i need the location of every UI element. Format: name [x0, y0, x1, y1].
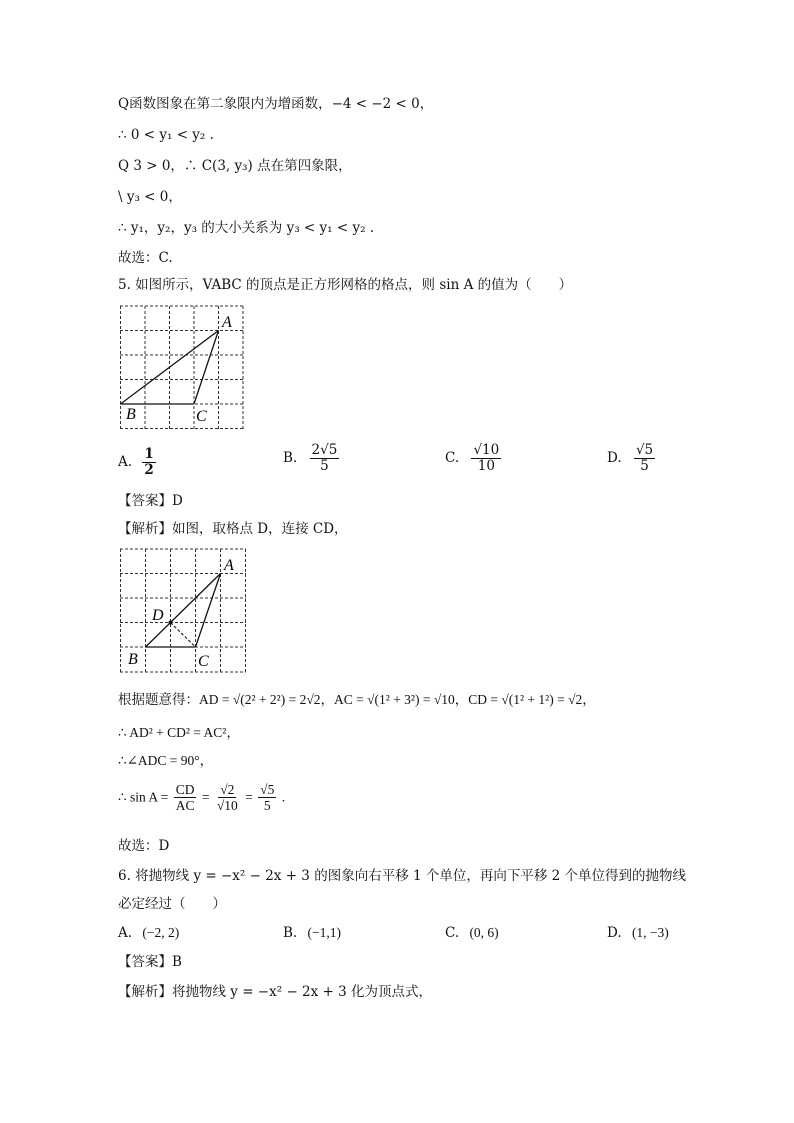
q5-option-b[interactable] [283, 443, 341, 474]
option-d-value: (1, −3) [631, 925, 669, 940]
option-d-numerator: √5 [635, 442, 654, 458]
option-b-value: (−1,1) [307, 925, 341, 940]
q5-figure-grid [120, 305, 250, 431]
q5-step-right-angle: ∴∠ADC = 90°， [118, 753, 214, 768]
option-a-label: A. [118, 925, 133, 941]
option-a-numerator: 1 [144, 446, 154, 462]
q5-option-d[interactable] [607, 443, 657, 474]
option-d-label: D. [607, 925, 622, 941]
q6-option-b[interactable] [283, 925, 341, 941]
option-c-label: C. [445, 925, 460, 941]
q5-analysis-figure-grid [120, 548, 250, 676]
sine-prefix: ∴ sin A = [118, 789, 169, 805]
q5-answer: 【答案】D [118, 493, 183, 509]
point-d-label: D [152, 607, 164, 624]
q6-analysis: 【解析】将抛物线 y = −x² − 2x + 3 化为顶点式， [118, 984, 433, 1000]
option-c-label: C. [445, 450, 460, 466]
vertex-a-label: A [222, 314, 232, 331]
option-b-label: B. [283, 450, 298, 466]
q5-stem: 5. 如图所示，VABC 的顶点是正方形网格的格点，则 sin A 的值为（ ） [118, 277, 573, 293]
proof-line-2: ∴ 0 < y₁ < y₂ . [118, 127, 214, 143]
option-a-value: (−2, 2) [142, 925, 180, 940]
option-d-label: D. [607, 450, 622, 466]
option-a-denominator: 2 [144, 462, 154, 478]
q6-stem-line-2: 必定经过（ ） [118, 896, 226, 912]
vertex-b-label: B [128, 651, 138, 668]
option-d-denominator: 5 [640, 458, 649, 474]
option-c-numerator: √10 [473, 442, 500, 458]
q5-option-c[interactable] [445, 443, 503, 474]
fraction-3-numerator: √5 [260, 782, 275, 797]
option-b-denominator: 5 [320, 458, 329, 474]
q5-analysis-intro: 【解析】如图，取格点 D，连接 CD， [118, 521, 348, 537]
option-c-value: (0, 6) [469, 925, 499, 940]
q5-option-a[interactable] [118, 447, 158, 478]
q5-step-sine: ∴ sin A = $\frac{CD}{AC}$ = $\frac{√2}{√10}$ = $\frac{√5}{5}$ . [118, 782, 286, 813]
fraction-3-denominator: 5 [263, 798, 271, 813]
q6-option-d[interactable] [607, 925, 669, 941]
proof-line-4: \ y₃ < 0， [118, 189, 182, 205]
q5-step-pythagoras: ∴ AD² + CD² = AC²， [118, 725, 240, 740]
fraction-1-denominator: AC [175, 798, 195, 813]
fraction-1-numerator: CD [175, 782, 195, 797]
fraction-2-numerator: √2 [220, 782, 235, 797]
q5-conclusion: 故选：D [118, 838, 170, 854]
proof-conclusion: 故选：C. [118, 250, 173, 266]
vertex-c-label: C [196, 408, 207, 425]
fraction-2-denominator: √10 [216, 798, 238, 813]
q6-option-a[interactable] [118, 925, 179, 941]
q6-answer: 【答案】B [118, 954, 182, 970]
q6-stem-line-1: 6. 将抛物线 y = −x² − 2x + 3 的图象向右平移 1 个单位，再向下平移 2 个单位得到的抛物线 [118, 868, 687, 884]
triangle-abc-with-d-diagram [120, 548, 250, 676]
proof-line-3: Q 3 > 0，∴ C(3, y₃) 点在第四象限， [118, 158, 352, 174]
vertex-b-label: B [126, 406, 136, 423]
vertex-a-label: A [224, 557, 234, 574]
option-a-label: A. [118, 454, 133, 470]
option-c-denominator: 10 [477, 458, 495, 474]
proof-line-1: Q函数图象在第二象限内为增函数，−4 < −2 < 0， [118, 96, 434, 112]
option-b-label: B. [283, 925, 298, 941]
triangle-abc-diagram [120, 305, 250, 431]
q5-step-lengths: 根据题意得：AD = √(2² + 2²) = 2√2，AC = √(1² + 3²) = √10，CD = √(1² + 1²) = √2， [118, 692, 596, 707]
q6-option-c[interactable] [445, 925, 499, 941]
vertex-c-label: C [198, 653, 209, 670]
option-b-numerator: 2√5 [311, 442, 338, 458]
proof-line-5: ∴ y₁，y₂，y₃ 的大小关系为 y₃ < y₁ < y₂ . [118, 220, 375, 236]
